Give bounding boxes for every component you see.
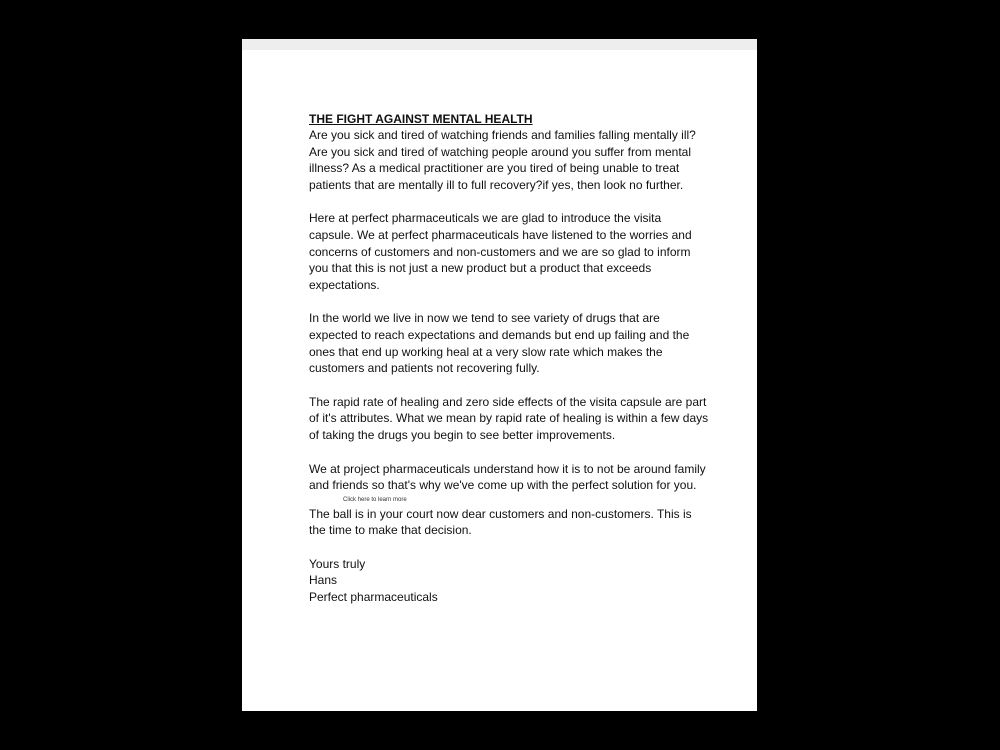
paragraph-intro: Are you sick and tired of watching friends and families falling mentally ill? Are you sick and tired of watching people around you suffer from mental illness? As a medical practitioner are you tired of being unable to treat patients that are mentally ill to full recovery?if yes, then look no further. xyxy=(309,128,696,192)
page-top-band xyxy=(242,39,757,50)
signoff-company: Perfect pharmaceuticals xyxy=(309,590,438,605)
signoff-block xyxy=(309,556,709,606)
paragraph-product: Here at perfect pharmaceuticals we are glad to introduce the visita capsule. We at perfect pharmaceuticals have listened to the worries and concerns of customers and non-customers and we are so glad to inform you that this is not just a new product but a product that exceeds expectations. xyxy=(309,211,692,292)
learn-more-link[interactable]: Click here to learn more xyxy=(343,496,407,503)
paragraph-problem: In the world we live in now we tend to see variety of drugs that are expected to reach expectations and demands but end up failing and the ones that end up working heal at a very slow rate which makes the customers and patients not recovering fully. xyxy=(309,311,690,376)
paragraph-closing: The ball is in your court now dear customers and non-customers. This is the time to make that decision. xyxy=(309,506,692,538)
document-body xyxy=(309,111,709,606)
paragraph-attributes: The rapid rate of healing and zero side effects of the visita capsule are part of it's attributes. What we mean by rapid rate of healing is within a few days of taking the drugs you begin to see better improvements. xyxy=(309,394,709,442)
document-page xyxy=(242,39,757,711)
document-title: THE FIGHT AGAINST MENTAL HEALTH xyxy=(309,112,533,126)
signoff-name: Hans xyxy=(309,573,338,588)
signoff-greeting: Yours truly xyxy=(309,556,366,571)
paragraph-solution: We at project pharmaceuticals understand how it is to not be around family and friends so that's why we've come up with the perfect solution for you. xyxy=(309,461,706,493)
